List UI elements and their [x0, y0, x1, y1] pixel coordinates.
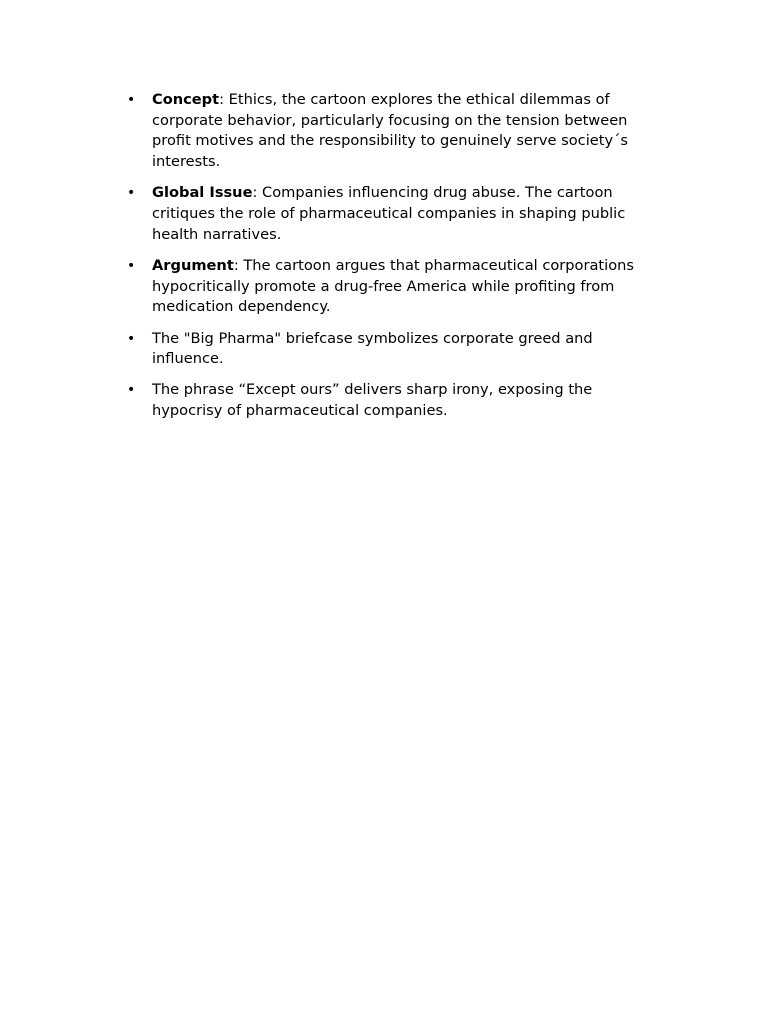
bullet-mark: •: [127, 330, 136, 347]
bullet-term: Argument: [152, 256, 234, 274]
bullet-text: The phrase “Except ours” delivers sharp irony, exposing the hypocrisy of pharmaceutical companies.: [152, 381, 593, 420]
bullet-term: Concept: [152, 91, 220, 108]
bullet-text: The "Big Pharma" briefcase symbolizes corporate greed and influence.: [152, 329, 593, 368]
bullet-list: [127, 90, 657, 432]
bullet-mark: •: [127, 185, 136, 202]
bullet-text: : Companies influencing drug abuse. The cartoon critiques the role of pharmaceutical companies in shaping public health narratives.: [152, 184, 626, 243]
bullet-text: : The cartoon argues that pharmaceutical corporations hypocritically promote a drug-free America while profiting from medication dependency.: [152, 256, 634, 316]
bullet-item-phrase: [127, 380, 657, 421]
bullet-item-global-issue: [127, 183, 657, 245]
bullet-mark: •: [127, 257, 136, 274]
bullet-mark: •: [127, 382, 136, 399]
bullet-term: Global Issue: [152, 184, 253, 202]
bullet-mark: •: [127, 92, 136, 108]
bullet-item-argument: [127, 256, 657, 318]
bullet-item-briefcase: [127, 329, 657, 370]
bullet-item-concept: [127, 90, 657, 173]
bullet-text: : Ethics, the cartoon explores the ethical dilemmas of corporate behavior, particularly focusing on the tension between profit motives and the responsibility to genuinely serve society´s interests.: [152, 91, 628, 171]
